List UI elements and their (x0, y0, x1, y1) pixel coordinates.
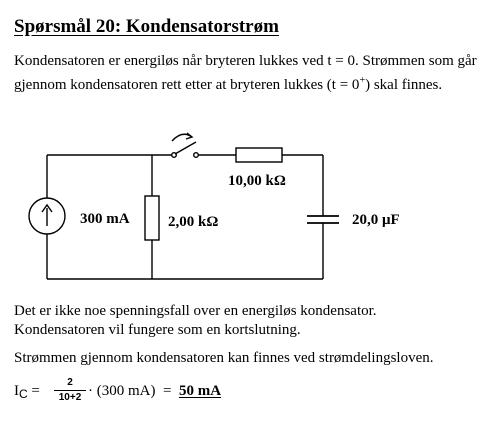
explanation-line-1: Det er ikke noe spenningsfall over en energiløs kondensator. (14, 303, 377, 319)
formula (14, 372, 484, 412)
formula-equals: = (27, 383, 44, 399)
intro-text-2: ) skal finnes. (365, 77, 443, 93)
formula-lhs-symbol: I (14, 383, 19, 399)
formula-fraction (52, 377, 88, 404)
intro-text-1: Kondensatoren er energiløs når bryteren lukkes ved t = 0. Strømmen som går gjennom kondensatoren rett etter at bryteren lukkes (t = 0 (14, 53, 477, 93)
resistor1-label: 2,00 kΩ (168, 214, 219, 230)
source-label: 300 mA (80, 211, 130, 227)
formula-middle: · (300 mA) = (88, 383, 179, 399)
intro-superscript: + (359, 75, 366, 86)
switch-blade (175, 142, 196, 154)
formula-denominator: 10+2 (58, 392, 82, 403)
intro-paragraph (14, 52, 484, 95)
switch-contact-right (194, 153, 199, 158)
formula-lhs (14, 383, 44, 400)
capacitor-label: 20,0 μF (352, 212, 400, 228)
formula-fraction-bar (54, 390, 86, 391)
resistor-2k (145, 196, 159, 240)
explanation-paragraph (14, 302, 484, 340)
question-title: Spørsmål 20: Kondensatorstrøm (14, 16, 279, 37)
method-paragraph: Strømmen gjennom kondensatoren kan finnes ved strømdelingsloven. (14, 350, 434, 366)
formula-result: 50 mA (178, 383, 222, 399)
formula-lhs-subscript: C (19, 387, 28, 401)
resistor-10k (236, 148, 282, 162)
formula-rhs (88, 383, 221, 400)
formula-numerator: 2 (67, 377, 73, 388)
resistor2-label: 10,00 kΩ (228, 173, 286, 189)
explanation-line-2: Kondensatoren vil fungere som en kortslutning. (14, 322, 301, 338)
circuit-diagram (0, 120, 491, 290)
